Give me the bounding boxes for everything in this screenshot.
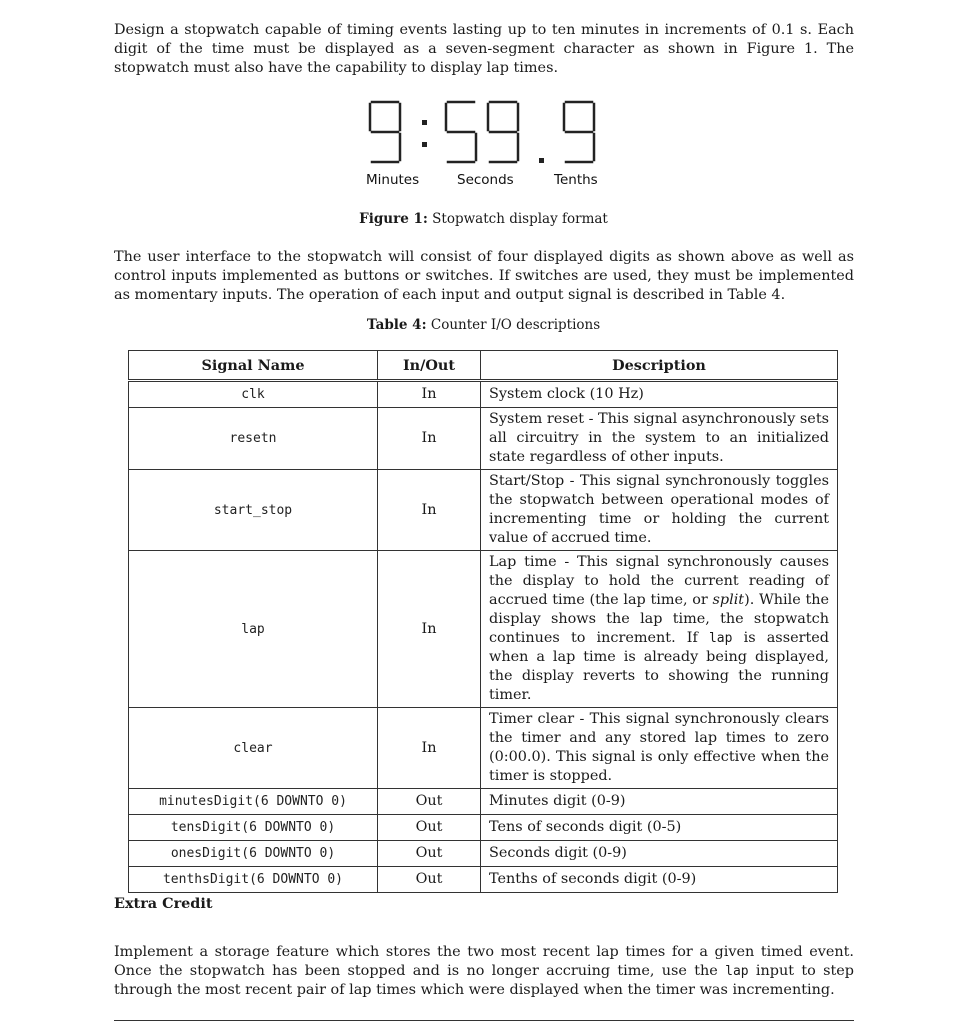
signal-name-cell: onesDigit(6 DOWNTO 0) [129,841,378,867]
colon-top-dot [422,120,427,125]
table-caption [0,317,967,333]
description-cell: Timer clear - This signal synchronously clears the timer and any stored lap times to zero (0:00.0). This signal is only effective when the timer is stopped. [481,708,838,789]
table-row [129,551,838,708]
lap-desc-part-b: ). While the display shows the lap time, the stopwatch continues to increment. If [489,592,830,646]
in-out-cell: In [378,381,481,408]
table-row [129,867,838,893]
seconds-label: Seconds [457,172,514,188]
minutes-label: Minutes [366,172,420,188]
in-out-cell: Out [378,867,481,893]
signal-name-cell: start_stop [129,470,378,551]
header-signal-name: Signal Name [129,351,378,381]
table-row [129,708,838,789]
description-cell: System clock (10 Hz) [481,381,838,408]
lap-desc-part-c: is asserted when a lap time is already being displayed, the display reverts to showing the running timer. [489,630,829,703]
ones-digit-9 [488,102,518,162]
table-caption-number: Table 4: [366,317,427,333]
description-cell: System reset - This signal asynchronously sets all circuitry in the system to an initialized state regardless of other inputs. [481,408,838,470]
description-cell: Tenths of seconds digit (0-9) [481,867,838,893]
table-header-row [129,351,838,381]
in-out-cell: Out [378,841,481,867]
description-cell: Start/Stop - This signal synchronously toggles the stopwatch between operational modes of incrementing time or holding the current value of accrued time. [481,470,838,551]
io-table [128,350,838,893]
signal-name-cell: clear [129,708,378,789]
in-out-cell: In [378,708,481,789]
page-bottom-rule [114,1020,854,1021]
description-cell [481,551,838,708]
signal-name-cell: lap [129,551,378,708]
table-caption-text: Counter I/O descriptions [430,317,601,333]
table-row [129,841,838,867]
lap-desc-split: split [712,592,745,608]
extra-credit-text-b: input to step through the most recent pair of lap times which were displayed when the timer was incrementing. [114,963,854,998]
seven-segment-display [364,96,604,172]
in-out-cell: In [378,470,481,551]
extra-credit-paragraph [114,943,854,1000]
table-row [129,789,838,815]
table-row [129,408,838,470]
tenths-digit-9 [564,102,594,162]
description-cell: Tens of seconds digit (0-5) [481,815,838,841]
in-out-cell: Out [378,789,481,815]
colon-bottom-dot [422,142,427,147]
tens-digit-5 [446,102,476,162]
description-cell: Minutes digit (0-9) [481,789,838,815]
in-out-cell: Out [378,815,481,841]
extra-credit-code-lap: lap [725,964,749,979]
lap-desc-code: lap [708,631,733,646]
in-out-cell: In [378,551,481,708]
intro-paragraph: Design a stopwatch capable of timing events lasting up to ten minutes in increments of 0.1 s. Each digit of the time must be displayed as a seven-segment character as shown in Figure 1. The stopwatch must also have the capability to display lap times. [114,22,854,76]
signal-name-cell: tenthsDigit(6 DOWNTO 0) [129,867,378,893]
extra-credit-text-a: Implement a storage feature which stores the two most recent lap times for a given timed event. Once the stopwatch has been stopped and is no longer accruing time, use the [114,944,854,979]
signal-name-cell: clk [129,381,378,408]
minutes-digit-9 [370,102,400,162]
figure-caption-text: Stopwatch display format [432,211,608,227]
signal-name-cell: tensDigit(6 DOWNTO 0) [129,815,378,841]
extra-credit-heading: Extra Credit [114,895,213,912]
ui-paragraph: The user interface to the stopwatch will consist of four displayed digits as shown above as well as control inputs implemented as buttons or switches. If switches are used, they must be implemented as momentary inputs. The operation of each input and output signal is described in Table 4. [114,249,854,303]
description-cell: Seconds digit (0-9) [481,841,838,867]
tenths-label: Tenths [554,172,598,188]
signal-name-cell: resetn [129,408,378,470]
stopwatch-figure [364,96,604,196]
header-in-out: In/Out [378,351,481,381]
table-row [129,815,838,841]
decimal-point [539,158,544,163]
in-out-cell: In [378,408,481,470]
lap-desc-part-a: Lap time - This signal synchronously causes the display to hold the current reading of accrued time (the lap time, or [489,554,829,608]
table-row [129,381,838,408]
figure-caption [0,211,967,227]
header-description: Description [481,351,838,381]
table-row [129,470,838,551]
figure-caption-number: Figure 1: [359,211,428,227]
signal-name-cell: minutesDigit(6 DOWNTO 0) [129,789,378,815]
